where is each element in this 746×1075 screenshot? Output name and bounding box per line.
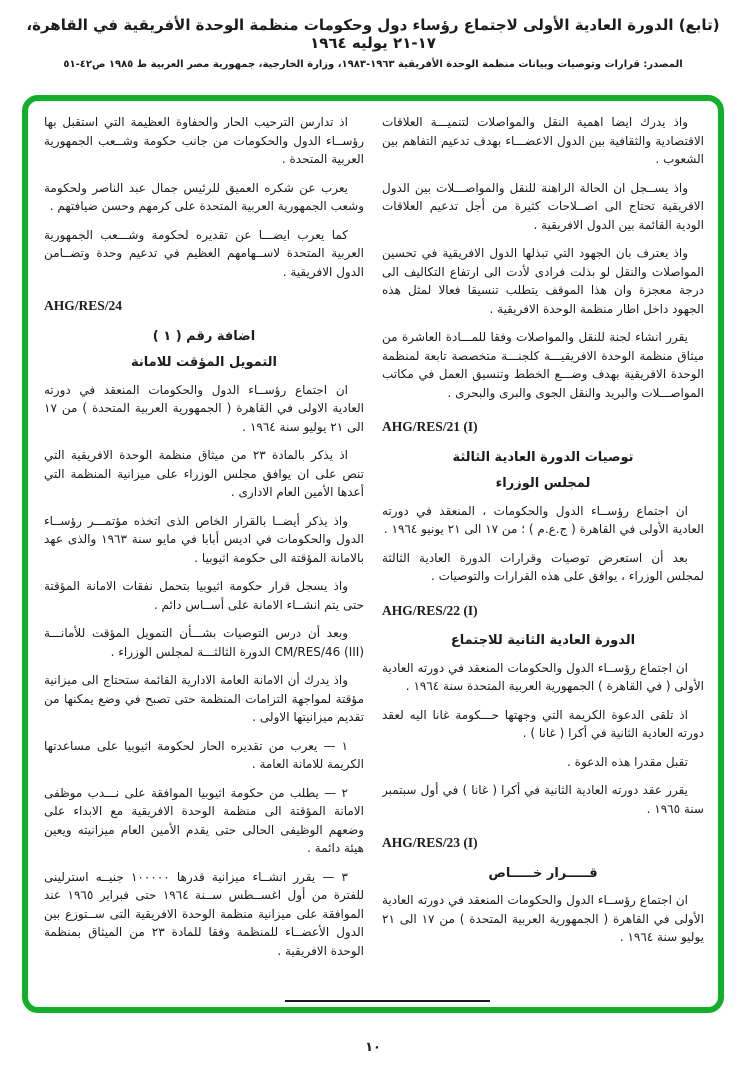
- section-heading: الدورة العادية الثانية للاجتماع: [450, 633, 636, 648]
- section-heading: اضافة رقم ( ١ ): [152, 328, 256, 344]
- paragraph: واذ يســجل ان الحالة الراهنة للنقل والمواصـــلات بين الدول الافريقية تحتاج الى اصــلاحات كثيرة من أجل تدعيم العلاقات الودية القائمة بين الدول الافريقية .: [382, 180, 704, 232]
- page-title: (تابع) الدورة العادية الأولى لاجتماع رؤساء دول وحكومات منظمة الوحدة الأفريقية في القاهرة، ١٧-٢١ يوليه ١٩٦٤: [26, 16, 720, 52]
- resolution-code: AHG/RES/24: [44, 298, 123, 313]
- section-heading: لمجلس الوزراء: [495, 476, 591, 491]
- paragraph: اذ تدارس الترحيب الحار والحفاوة العظيمة التي استقبل بها رؤســاء الدول والحكومات من جانب حكومة وشــعب الجمهورية العربية المتحدة .: [44, 115, 364, 166]
- paragraph: وبعد أن درس التوصيات بشـــأن التمويل المؤقت للأمانـــة CM/RES/46 (III) الدورة الثالثـــة لمجلس الوزراء .: [44, 626, 364, 659]
- paragraph: ١ — يعرب من تقديره الحار لحكومة اثيوبيا على مساعدتها الكريمة للامانة العامة .: [44, 738, 364, 771]
- paragraph: ان اجتماع رؤســاء الدول والحكومات ، المنعقد في دورته العادية الأولى في القاهرة ( ج.ع.م ) ؛ من ١٧ الى ٢١ يونيو ١٩٦٤ .: [382, 503, 704, 536]
- paragraph: يعرب عن شكره العميق للرئيس جمال عبد الناصر ولحكومة وشعب الجمهورية العربية المتحدة على كرمهم وحسن ضيافتهم .: [44, 180, 364, 213]
- paragraph: واذ يعترف بان الجهود التي تبذلها الدول الافريقية في تحسين المواصلات والنقل لو بذلت فرادى لأدت الى ارتفاع التكاليف الى درجة معجزة وان هذا الموقف يتطلب تنسيقا فعالا لمثل هذه الجهود داخل اطار منظمة الوحدة الافريقية .: [382, 246, 704, 316]
- section-heading: توصيات الدورة العادية الثالثة: [452, 449, 634, 465]
- paragraph: ان اجتماع رؤســاء الدول والحكومات المنعقد في دورته العادية الاولى في القاهرة ( الجمهورية العربية المتحدة ) من ١٧ الى ٢١ يوليو سنة ١٩٦٤ .: [44, 382, 364, 434]
- paragraph: واذ يدرك أن الامانة العامة الادارية القائمة ستحتاج الى ميزانية مؤقتة لمواجهة التزامات المنظمة حتى تصبح في وضع يمكنها من تقديم ميزانيتها الاولى .: [44, 673, 364, 724]
- resolution-code: AHG/RES/23 (I): [382, 835, 478, 850]
- paragraph: اذ يذكر بالمادة ٢٣ من ميثاق منظمة الوحدة الافريقية التي تنص على ان يوافق مجلس الوزراء على ميزانية المنظمة التي أعدها الأمين العام الادارى .: [44, 448, 364, 499]
- column-right: [382, 113, 704, 991]
- section-heading: قـــــرار خـــــاص: [488, 865, 598, 881]
- paragraph: واذ يذكر أيضــا بالقرار الخاص الذى اتخذه مؤتمـــر رؤســاء الدول والحكومات في اديس أبابا في مايو سنة ١٩٦٣ والذى عهد بالامانة المؤقتة الى حكومة اثيوبيا .: [44, 513, 364, 565]
- paragraph: واذ يدرك ايضا اهمية النقل والمواصلات لتنميـــة العلاقات الاقتصادية والثقافية بين الدول الاعضـــاء بهدف تدعيم التفاهم بين الشعوب .: [382, 115, 704, 166]
- resolution-code: AHG/RES/22 (I): [382, 602, 478, 618]
- footnote-divider: [285, 1000, 490, 1002]
- paragraph: يقرر انشاء لجنة للنقل والمواصلات وفقا للمـــادة العاشرة من ميثاق منظمة الوحدة الافريقيـــة كلجنـــة متخصصة تابعة لمنظمة الوحدة الافريقية بهدف وضـــع الخطط وتنسيق العمل في مكاتب المواصـــلات والبريد والنقل الجوى والبرى والبحرى .: [382, 330, 704, 400]
- section-heading: التمويل المؤقت للامانة: [131, 355, 277, 370]
- paragraph: واذ يسجل قرار حكومة اثيوبيا بتحمل نفقات الامانة المؤقتة حتى يتم انشــاء الامانة على أســاس دائم .: [44, 579, 364, 612]
- paragraph: ٢ — يطلب من حكومة اثيوبيا الموافقة على نـــدب موظفى الامانة المؤقتة الى منظمة الوحدة الافريقية مع الابداء على وضعهم الوظيفى الحالى حتى يقدم الأمين العام ميزانيته ويعين هيئة دائمة .: [44, 785, 364, 855]
- paragraph: كما يعرب ايضـــا عن تقديره لحكومة وشـــعب الجمهورية العربية المتحدة لاســهامهم العظيم في تدعيم وحدة وتضــامن الدول الافريقية .: [44, 227, 364, 279]
- page-number: ١٠: [365, 1040, 381, 1055]
- paragraph: اذ تلقى الدعوة الكريمة التي وجهتها حـــكومة غانا اليه لعقد دورته العادية الثانية في أكرا ( غانا ) .: [382, 707, 704, 740]
- resolution-code: AHG/RES/21 (I): [382, 419, 478, 434]
- source-line: المصدر: قرارات وتوصيات وبيانات منظمة الوحدة الأفريقية ١٩٦٣-١٩٨٣، وزارة الخارجية، جمهورية مصر العربية ط ١٩٨٥ ص٤٢-٥١: [63, 59, 683, 70]
- column-left: [44, 113, 364, 991]
- paragraph: ان اجتماع رؤســاء الدول والحكومات المنعقد في دورته العادية الأولى في القاهرة ( الجمهورية العربية المتحدة ) من ١٧ الى ٢١ يوليو سنة ١٩٦٤ .: [382, 893, 704, 944]
- paragraph: بعد أن استعرض توصيات وقرارات الدورة العادية الثالثة لمجلس الوزراء ، يوافق على هذه القرارات والتوصيات .: [382, 550, 704, 583]
- green-border-frame: [22, 95, 724, 1013]
- paragraph: ان اجتماع رؤســاء الدول والحكومات المنعقد في دورته العادية الأولى ( في القاهرة ) الجمهورية العربية المتحدة سنة ١٩٦٤ .: [382, 660, 704, 693]
- paragraph: تقبل مقدرا هذه الدعوة .: [567, 754, 688, 769]
- paragraph: يقرر عقد دورته العادية الثانية في أكرا ( غانا ) في أول سبتمبر سنة ١٩٦٥ .: [382, 783, 704, 816]
- paragraph: ٣ — يقرر انشــاء ميزانية قدرها ١٠٠٠٠٠ جنيــه استرلينى للفترة من أول اغســطس ســنة ١٩٦٤ حتى فبراير ١٩٦٥ عند الموافقة على ميزانية منظمة الوحدة الافريقية التى ســتوزع بين الدول الأعضــاء للمنظمة وفقا للمادة ٢٣ من الميثاق بمنظمة الوحدة الافريقية .: [44, 869, 364, 958]
- document-header: [10, 16, 736, 70]
